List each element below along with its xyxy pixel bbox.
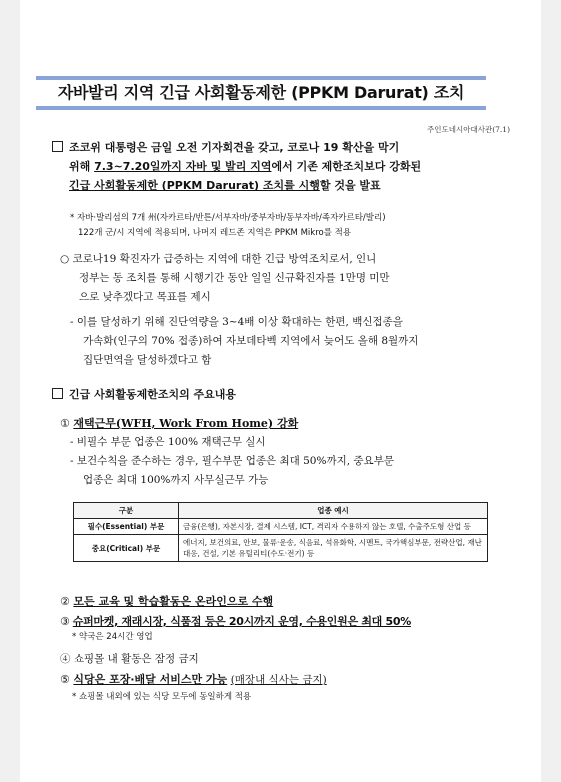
section1 bbox=[52, 138, 502, 195]
item4-num: ④ bbox=[60, 653, 71, 665]
table-cell: 필수(Essential) 부문 bbox=[74, 519, 179, 535]
item1-num: ① bbox=[60, 417, 70, 430]
p3-line3: 집단면역을 달성하겠다고 함 bbox=[83, 354, 212, 366]
table-row bbox=[74, 519, 488, 535]
p2-line3: 으로 낮추겠다고 목표를 제시 bbox=[79, 291, 211, 303]
table-cell: 중요(Critical) 부문 bbox=[74, 535, 179, 562]
item2-text: 모든 교육 및 학습활동은 온라인으로 수행 bbox=[73, 595, 274, 608]
item1-sub1: - 비필수 부문 업종은 100% 재택근무 실시 bbox=[70, 436, 266, 448]
p3-line1: - 이를 달성하기 위해 진단역량을 3~4배 이상 확대하는 한편, 백신접종을 bbox=[70, 316, 403, 328]
note1-line2: 122개 군/시 지역에 적용되며, 나머지 레드존 지역은 PPKM Mikro를 적용 bbox=[78, 228, 352, 238]
p2-line2: 정부는 동 조치를 통해 시행기간 동안 일일 신규확진자를 1만명 미만 bbox=[79, 272, 390, 284]
item1-sub2a: - 보건수칙을 준수하는 경우, 필수부문 업종은 최대 50%까지, 중요부문 bbox=[70, 455, 394, 467]
p2-line1: ○ 코로나19 확진자가 급증하는 지역에 대한 긴급 방역조치로서, 인니 bbox=[60, 253, 377, 265]
item5-paren: (매장내 식사는 금지) bbox=[230, 674, 327, 686]
title-rule-bottom bbox=[36, 106, 486, 110]
page-title: 자바발리 지역 긴급 사회활동제한 (PPKM Darurat) 조치 bbox=[57, 83, 465, 102]
item2 bbox=[60, 592, 500, 611]
table-cell: 금융(은행), 자본시장, 결제 시스템, ICT, 격리자 수용하지 않는 호텔, 수출주도형 산업 등 bbox=[179, 519, 488, 535]
item3 bbox=[60, 612, 505, 631]
sec1-line3-underline: 긴급 사회활동제한 (PPKM Darurat) 조치를 시행 bbox=[69, 179, 320, 192]
item4 bbox=[60, 650, 500, 669]
table-header: 구분 bbox=[74, 503, 179, 519]
note5: * 쇼핑몰 내외에 있는 식당 모두에 동일하게 적용 bbox=[72, 692, 252, 702]
checkbox-icon bbox=[52, 388, 63, 399]
item1-subs bbox=[70, 433, 500, 490]
item1-sub2b: 업종은 최대 100%까지 사무실근무 가능 bbox=[83, 474, 269, 486]
table-cell: 에너지, 보건의료, 안보, 물류·운송, 식음료, 석유화학, 시멘트, 국가핵심부문, 전략산업, 재난대응, 건설, 기본 유틸리티(수도·전기) 등 bbox=[179, 535, 488, 562]
note1-line1: * 자바·발리섬의 7개 州(자카르타/반튼/서부자바/중부자바/동부자바/족자카르타/발리) bbox=[70, 213, 386, 223]
sec2-heading-text: 긴급 사회활동제한조치의 주요내용 bbox=[69, 388, 237, 401]
sec1-line2-post: 에서 기존 제한조치보다 강화된 bbox=[271, 160, 422, 173]
source-label: 주인도네시아대사관(7.1) bbox=[427, 125, 510, 134]
item5-num: ⑤ bbox=[60, 673, 70, 686]
item5-text: 식당은 포장·배달 서비스만 가능 bbox=[73, 673, 228, 686]
item4-text: 쇼핑몰 내 활동은 잠정 금지 bbox=[73, 653, 199, 665]
item3-text: 슈퍼마켓, 재래시장, 식품점 등은 20시까지 운영, 수용인원은 최대 50% bbox=[72, 615, 411, 628]
sec1-line1: 조코위 대통령은 금일 오전 기자회견을 갖고, 코로나 19 확산을 막기 bbox=[69, 141, 400, 154]
note3: * 약국은 24시간 영업 bbox=[72, 632, 153, 642]
table-row bbox=[74, 535, 488, 562]
item2-num: ② bbox=[60, 595, 70, 608]
checkbox-icon bbox=[52, 141, 63, 152]
sec1-line2-pre: 위해 bbox=[69, 160, 95, 173]
p3-line2: 가속화(인구의 70% 접종)하여 자보데타벡 지역에서 늦어도 올해 8월까지 bbox=[83, 335, 419, 347]
item1 bbox=[60, 414, 500, 433]
sector-table bbox=[73, 502, 488, 562]
note1 bbox=[70, 211, 500, 241]
sec1-line3-post: 할 것을 발표 bbox=[319, 179, 381, 192]
table-header-row bbox=[74, 503, 488, 519]
item5 bbox=[60, 670, 500, 690]
paragraph3 bbox=[70, 313, 500, 370]
paragraph2 bbox=[60, 250, 500, 307]
table-header: 업종 예시 bbox=[179, 503, 488, 519]
title-block bbox=[36, 76, 486, 110]
section2-heading bbox=[52, 385, 492, 404]
sec1-line2-underline: 7.3~7.20일까지 자바 및 발리 지역 bbox=[94, 160, 272, 173]
item1-text: 재택근무(WFH, Work From Home) 강화 bbox=[73, 417, 299, 430]
item3-num: ③ bbox=[60, 615, 70, 628]
